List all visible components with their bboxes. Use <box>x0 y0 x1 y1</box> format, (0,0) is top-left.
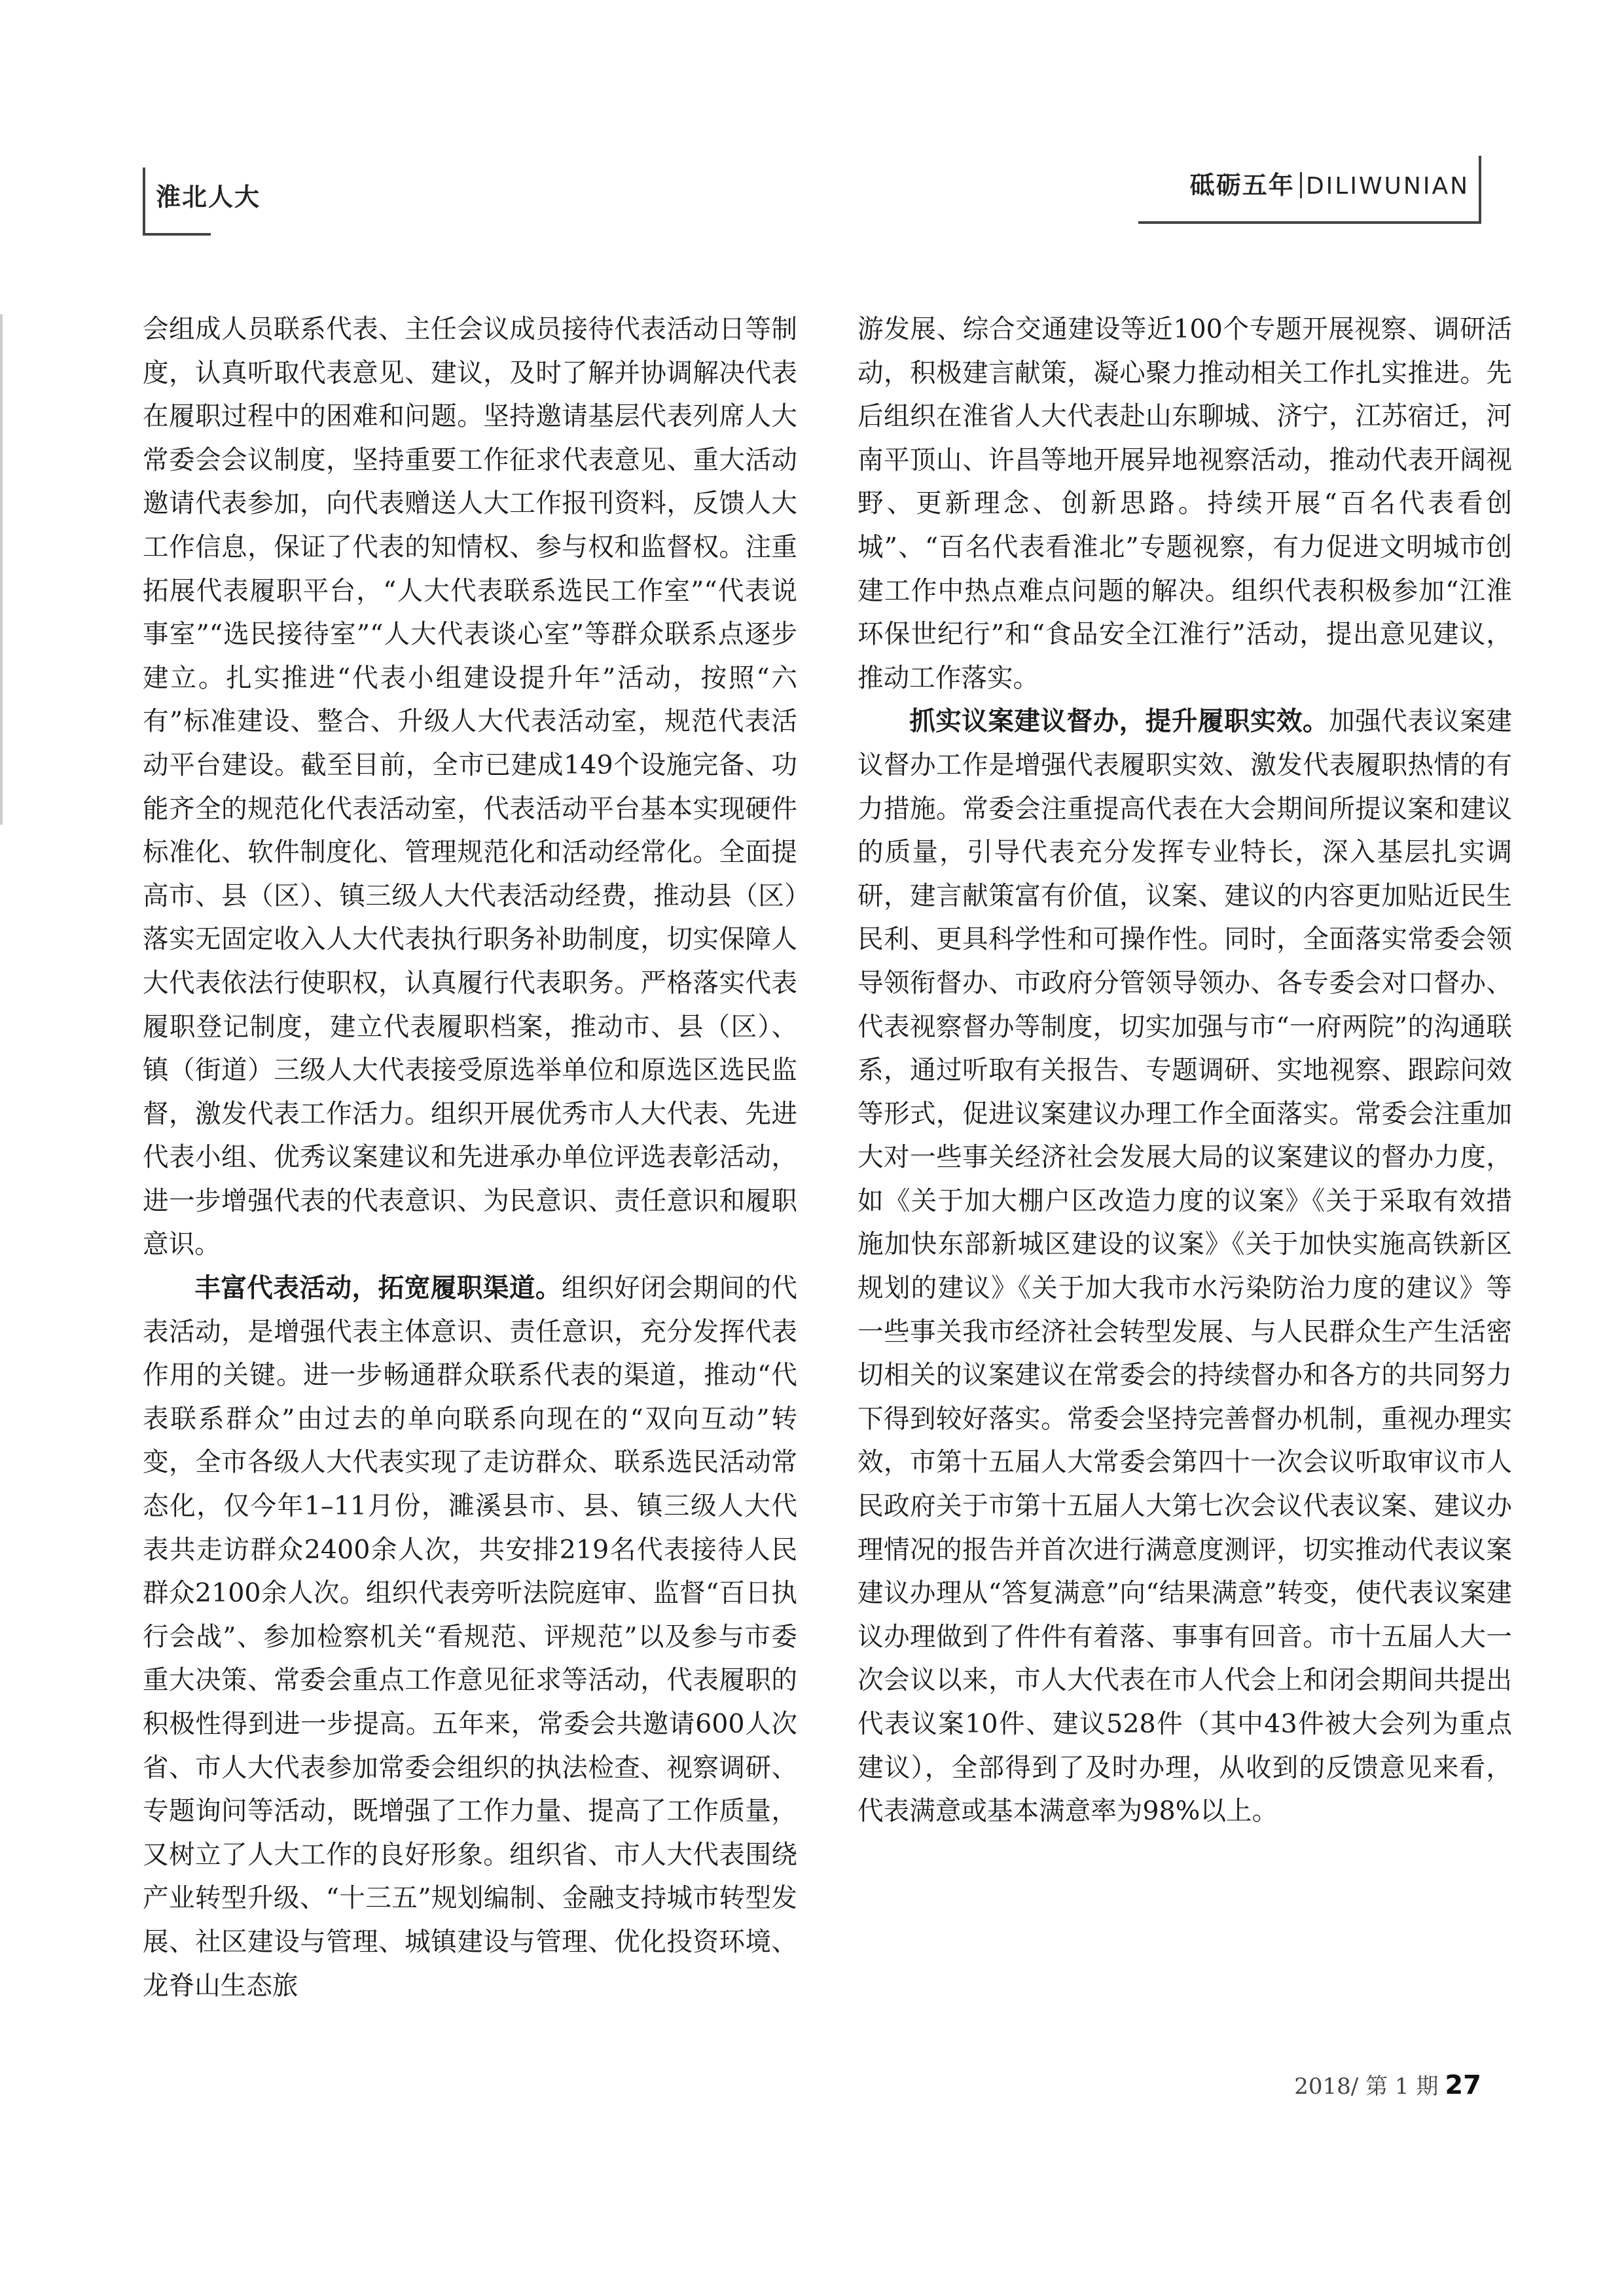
issue-label: 2018/ 第 1 期 <box>1294 2073 1439 2100</box>
left-paragraph-2-lead: 丰富代表活动，拓宽履职渠道。 <box>194 1273 562 1304</box>
left-paragraph-2 <box>143 1266 797 2007</box>
left-paragraph-1: 会组成人员联系代表、主任会议成员接待代表活动日等制度，认真听取代表意见、建议，及时了解并协调解决代表在履职过程中的困难和问题。坚持邀请基层代表列席人大常委会会议制度，坚持重要工作征求代表意见、重大活动邀请代表参加，向代表赠送人大工作报刊资料，反馈人大工作信息，保证了代表的知情权、参与权和监督权。注重拓展代表履职平台，“人大代表联系选民工作室”“代表说事室”“选民接待室”“人大代表谈心室”等群众联系点逐步建立。扎实推进“代表小组建设提升年”活动，按照“六有”标准建设、整合、升级人大代表活动室，规范代表活动平台建设。截至目前，全市已建成149个设施完备、功能齐全的规范化代表活动室，代表活动平台基本实现硬件标准化、软件制度化、管理规范化和活动经常化。全面提高市、县（区）、镇三级人大代表活动经费，推动县（区）落实无固定收入人大代表执行职务补助制度，切实保障人大代表依法行使职权，认真履行代表职务。严格落实代表履职登记制度，建立代表履职档案，推动市、县（区）、镇（街道）三级人大代表接受原选举单位和原选区选民监督，激发代表工作活力。组织开展优秀市人大代表、先进代表小组、优秀议案建议和先进承办单位评选表彰活动，进一步增强代表的代表意识、为民意识、责任意识和履职意识。 <box>143 314 797 1260</box>
page-footer <box>1294 2068 1481 2100</box>
header-right-title <box>1190 165 1470 201</box>
left-column <box>143 308 797 2007</box>
right-paragraph-2-body: 加强代表议案建议督办工作是增强代表履职实效、激发代表履职热情的有力措施。常委会注重提高代表在大会期间所提议案和建议的质量，引导代表充分发挥专业特长，深入基层扎实调研，建言献策富有价值，议案、建议的内容更加贴近民生民利、更具科学性和可操作性。同时，全面落实常委会领导领衔督办、市政府分管领导领办、各专委会对口督办、代表视察督办等制度，切实加强与市“一府两院”的沟通联系，通过听取有关报告、专题调研、实地视察、跟踪问效等形式，促进议案建议办理工作全面落实。常委会注重加大对一些事关经济社会发展大局的议案建议的督办力度，如《关于加大棚户区改造力度的议案》《关于采取有效措施加快东部新城区建设的议案》《关于加快实施高铁新区规划的建议》《关于加大我市水污染防治力度的建议》等一些事关我市经济社会转型发展、与人民群众生产生活密切相关的议案建议在常委会的持续督办和各方的共同努力下得到较好落实。常委会坚持完善督办机制，重视办理实效，市第十五届人大常委会第四十一次会议听取审议市人民政府关于市第十五届人大第七次会议代表议案、建议办理情况的报告并首次进行满意度测评，切实推动代表议案建议办理从“答复满意”向“结果满意”转变，使代表议案建议办理做到了件件有着落、事事有回音。市十五届人大一次会议以来，市人大代表在市人代会上和闭会期间共提出代表议案10件、建议528件（其中43件被大会列为重点建议），全部得到了及时办理，从收到的反馈意见来看，代表满意或基本满意率为98%以上。 <box>857 706 1512 1827</box>
section-title-cn: 砥砺五年 <box>1189 171 1295 200</box>
right-paragraph-2 <box>857 700 1512 1833</box>
section-title-en: DILIWUNIAN <box>1305 173 1470 200</box>
page-number: 27 <box>1445 2070 1481 2100</box>
right-paragraph-1: 游发展、综合交通建设等近100个专题开展视察、调研活动，积极建言献策，凝心聚力推动相关工作扎实推进。先后组织在淮省人大代表赴山东聊城、济宁，江苏宿迁，河南平顶山、许昌等地开展异地视察活动，推动代表开阔视野、更新理念、创新思路。持续开展“百名代表看创城”、“百名代表看淮北”专题视察，有力促进文明城市创建工作中热点难点问题的解决。组织代表积极参加“江淮环保世纪行”和“食品安全江淮行”活动，提出意见建议，推动工作落实。 <box>857 314 1512 693</box>
header-left-title: 淮北人大 <box>156 183 261 211</box>
right-paragraph-2-lead: 抓实议案建议督办，提升履职实效。 <box>909 706 1329 737</box>
left-paragraph-2-body: 组织好闭会期间的代表活动，是增强代表主体意识、责任意识，充分发挥代表作用的关键。进一步畅通群众联系代表的渠道，推动“代表联系群众”由过去的单向联系向现在的“双向互动”转变，全市各级人大代表实现了走访群众、联系选民活动常态化，仅今年1–11月份，濉溪县市、县、镇三级人大代表共走访群众2400余人次，共安排219名代表接待人民群众2100余人次。组织代表旁听法院庭审、监督“百日执行会战”、参加检察机关“看规范、评规范”以及参与市委重大决策、常委会重点工作意见征求等活动，代表履职的积极性得到进一步提高。五年来，常委会共邀请600人次省、市人大代表参加常委会组织的执法检查、视察调研、专题询问等活动，既增强了工作力量、提高了工作质量，又树立了人大工作的良好形象。组织省、市人大代表围绕产业转型升级、“十三五”规划编制、金融支持城市转型发展、社区建设与管理、城镇建设与管理、优化投资环境、龙脊山生态旅 <box>143 1273 797 2001</box>
page-edge-mark <box>0 314 3 825</box>
header-separator <box>1300 172 1302 198</box>
right-column <box>857 308 1512 1833</box>
